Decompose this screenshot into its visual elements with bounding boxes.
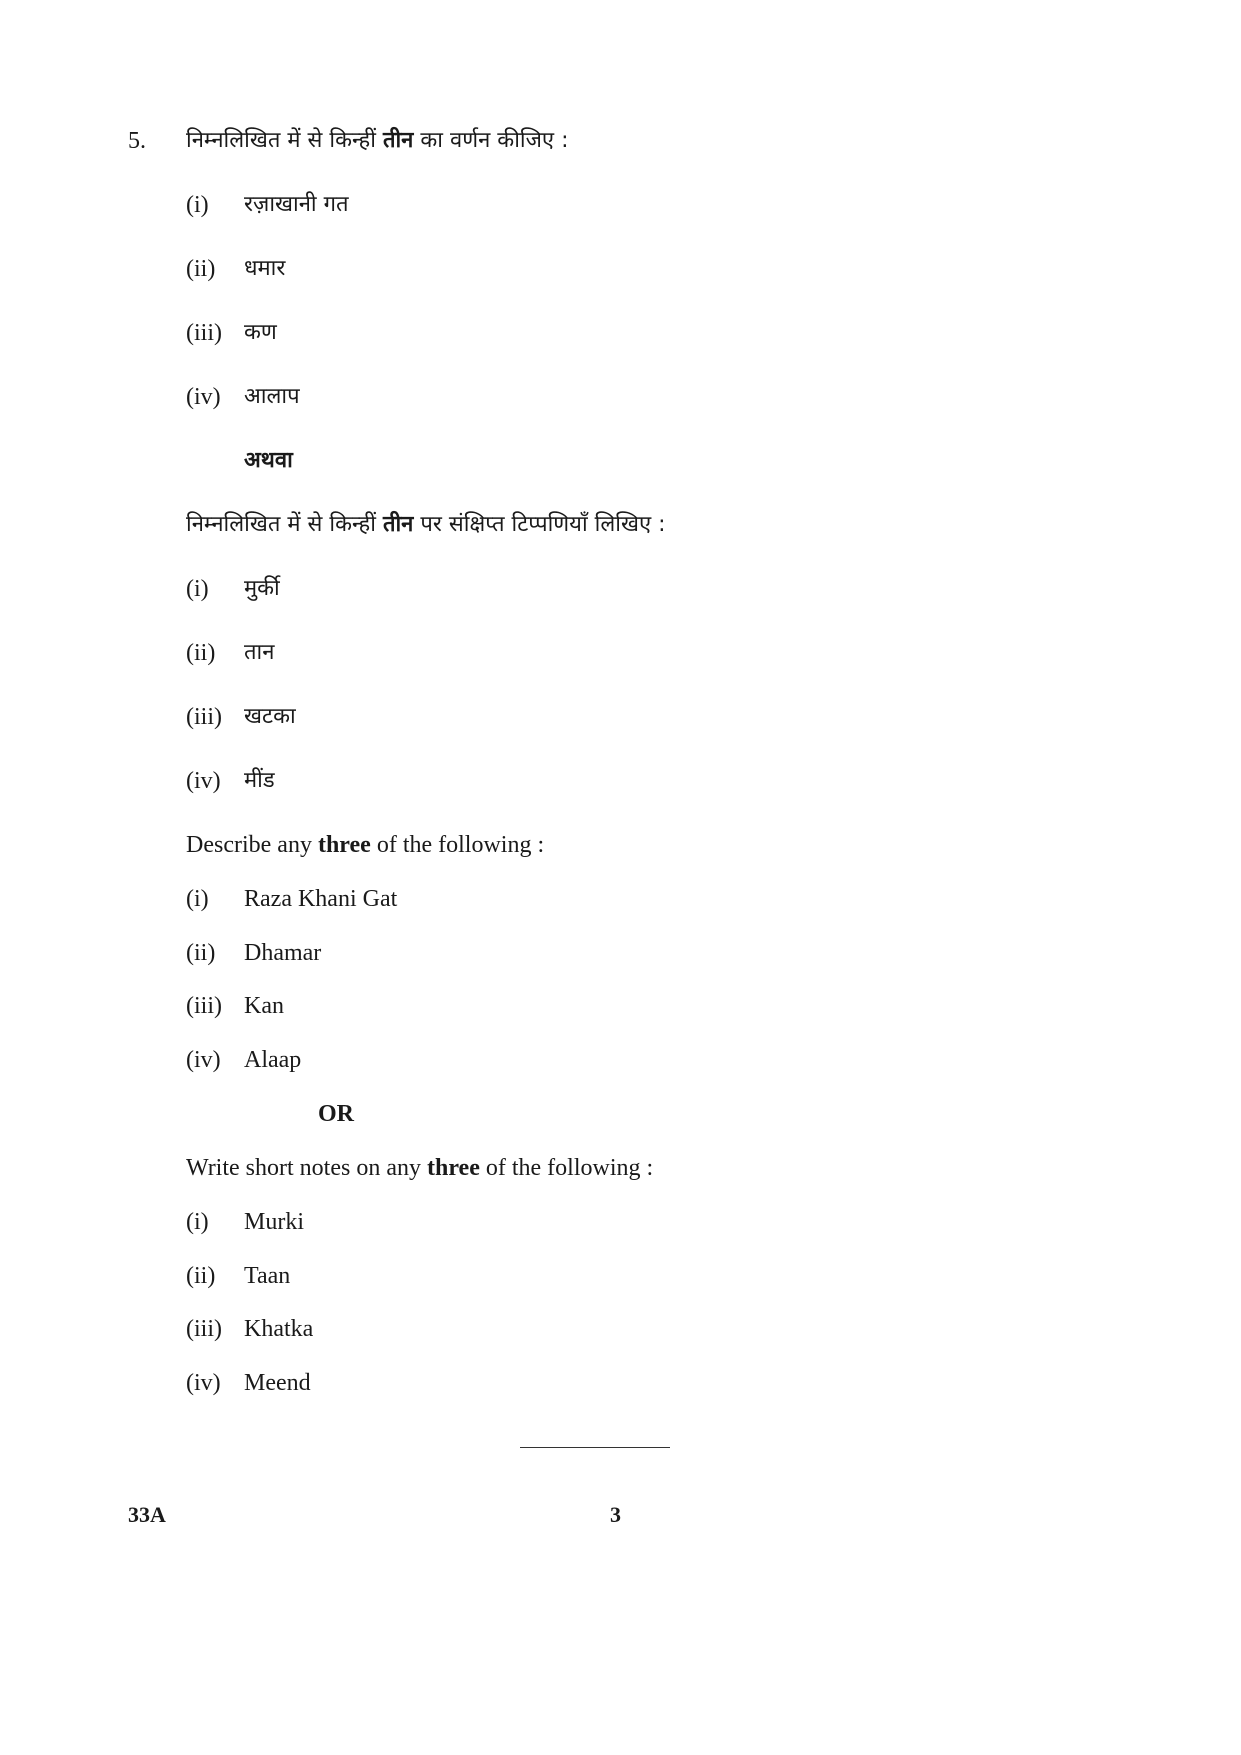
prompt-emphasis: three (426, 1155, 480, 1181)
prompt-emphasis: तीन (382, 128, 414, 153)
item-number: (iii) (186, 1316, 222, 1342)
prompt-text: of the following : (479, 1155, 654, 1181)
list-item (186, 254, 286, 284)
prompt-emphasis: तीन (382, 512, 414, 537)
item-number: (iv) (186, 1047, 221, 1073)
item-number: (ii) (186, 640, 216, 666)
prompt-text: पर संक्षिप्त टिप्पणियाँ लिखिए : (413, 512, 666, 537)
item-number: (iii) (186, 993, 222, 1019)
item-text: मींड (244, 768, 275, 793)
prompt-emphasis: three (317, 832, 371, 858)
item-number: (iv) (186, 1370, 221, 1396)
list-item (186, 766, 275, 796)
item-text: खटका (244, 704, 296, 729)
item-number: (i) (186, 576, 209, 602)
prompt-text: निम्नलिखित में से किन्हीं (186, 128, 383, 153)
list-item (186, 638, 275, 668)
item-number: (i) (186, 1209, 209, 1235)
prompt-text: Describe any (186, 832, 318, 858)
item-number: (ii) (186, 256, 216, 282)
list-item (186, 938, 322, 968)
paper-code: 33A (128, 1502, 166, 1527)
item-text: तान (244, 640, 275, 665)
item-text: मुर्की (244, 576, 280, 601)
item-text: कण (244, 320, 277, 345)
item-number: (i) (186, 886, 209, 912)
item-number: (ii) (186, 1263, 216, 1289)
item-text: Kan (244, 993, 284, 1019)
item-number: (iii) (186, 320, 222, 346)
item-number: (ii) (186, 940, 216, 966)
end-rule (520, 1447, 670, 1448)
list-item (186, 382, 300, 412)
prompt-text: of the following : (370, 832, 545, 858)
question-number: 5. (128, 128, 146, 154)
item-text: Murki (244, 1209, 304, 1235)
english-prompt-describe (186, 830, 544, 860)
item-text: Dhamar (244, 940, 322, 966)
list-item (186, 1207, 304, 1237)
item-text: Raza Khani Gat (244, 886, 398, 912)
list-item (186, 991, 284, 1021)
prompt-text: का वर्णन कीजिए : (413, 128, 569, 153)
item-text: रज़ाखानी गत (244, 192, 349, 217)
list-item (186, 318, 277, 348)
item-text: Meend (244, 1370, 311, 1396)
list-item (186, 1368, 311, 1398)
english-prompt-notes (186, 1153, 653, 1183)
prompt-text: निम्नलिखित में से किन्हीं (186, 512, 383, 537)
list-item (186, 702, 296, 732)
item-text: आलाप (244, 384, 300, 409)
list-item (186, 1261, 291, 1291)
list-item (186, 574, 280, 604)
list-item (186, 1045, 302, 1075)
list-item (186, 884, 398, 914)
hindi-prompt-notes (186, 510, 666, 540)
item-text: Khatka (244, 1316, 314, 1342)
or-separator: OR (318, 1101, 354, 1127)
list-item (186, 1314, 314, 1344)
item-text: Taan (244, 1263, 291, 1289)
item-number: (iv) (186, 384, 221, 410)
hindi-prompt-describe (186, 126, 569, 156)
prompt-text: Write short notes on any (186, 1155, 427, 1181)
page-number: 3 (610, 1502, 621, 1527)
item-number: (iii) (186, 704, 222, 730)
or-separator: अथवा (244, 448, 293, 473)
list-item (186, 190, 349, 220)
item-number: (i) (186, 192, 209, 218)
item-text: Alaap (244, 1047, 302, 1073)
item-number: (iv) (186, 768, 221, 794)
item-text: धमार (244, 256, 286, 281)
